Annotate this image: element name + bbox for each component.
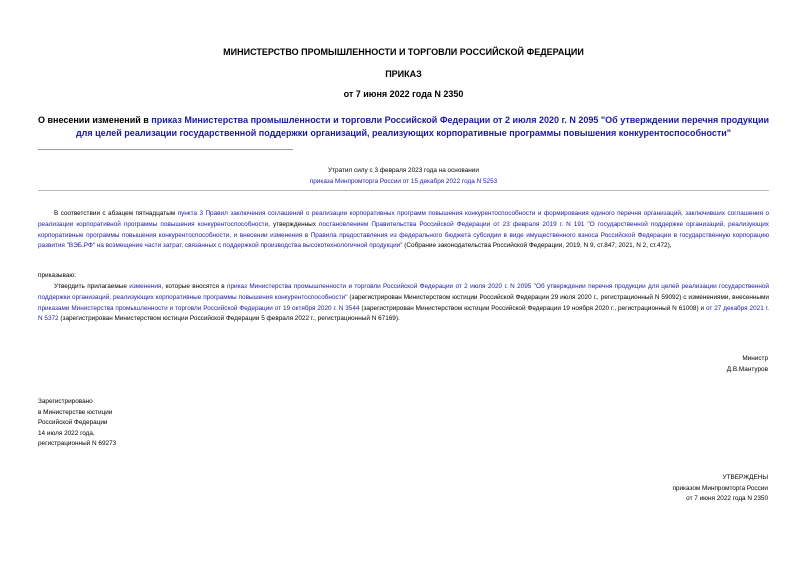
expired-note <box>0 165 807 187</box>
body-text: (зарегистрирован Министерством юстиции Российской Федерации 19 ноября 2020 г., регистрационный N 61008) и <box>359 304 706 312</box>
registration-block <box>38 397 116 450</box>
signature-position: Министр <box>742 355 768 362</box>
preamble-text: В соответствии с абзацем пятнадцатым <box>54 210 178 217</box>
signature-block <box>727 354 768 375</box>
approval-line: приказом Минпромторга России <box>672 484 768 492</box>
separator-short <box>38 149 293 150</box>
order-body-paragraph <box>38 282 769 325</box>
title-link[interactable]: приказ Министерства промышленности и торговли Российской Федерации от 2 июля 2020 г. N 2095 "Об утверждении перечня продукции для целей реализации государственной поддержки организаций, реализующих корпоративные программы повышения конкурентоспособности" <box>75 115 770 138</box>
ministry-heading: МИНИСТЕРСТВО ПРОМЫШЛЕННОСТИ И ТОРГОВЛИ РОССИЙСКОЙ ФЕДЕРАЦИИ <box>223 47 584 57</box>
signature-name: Д.В.Мантуров <box>726 365 768 373</box>
title-prefix: О внесении изменений в <box>38 115 152 125</box>
registration-line: Зарегистрировано <box>38 398 93 405</box>
approval-line: УТВЕРЖДЕНЫ <box>722 474 768 481</box>
body-text: Утвердить прилагаемые <box>54 283 130 290</box>
order-word: приказываю: <box>38 272 76 279</box>
registration-line: в Министерстве юстиции <box>38 408 113 416</box>
separator-full <box>38 190 769 191</box>
preamble-text: (Собрание законодательства Российской Федерации, 2019, N 9, ст.847; 2021, N 2, ст.472), <box>402 242 672 250</box>
changes-link[interactable]: изменения <box>129 283 162 290</box>
approval-stamp <box>672 473 768 505</box>
registration-line: 14 июля 2022 года, <box>38 429 95 437</box>
order-3544-link[interactable]: приказами Министерства промышленности и торговли Российской Федерации от 19 октября 2020 г. N 3544 <box>38 304 360 312</box>
document-title <box>38 114 769 140</box>
approval-line: от 7 июня 2022 года N 2350 <box>686 495 768 503</box>
order-date-number: от 7 июня 2022 года N 2350 <box>343 89 464 99</box>
rules-link[interactable]: пункта 3 Правил заключения соглашений о реализации корпоративных программ повышения конкурентоспособности и формирования единого перечня организаций, заключивших соглашения о реализации корпоративной программы повышения конкурентоспособности <box>38 210 769 228</box>
government-resolution-link[interactable]: постановлением Правительства Российской Федерации от 23 февраля 2019 г. N 191 "О государственной поддержке организаций, реализующих корпоративные программы повышения конкурентоспособности, и внесении изменения в Правила предоставления из федерального бюджета субсидии в виде имущественного взноса Российской Федерации в государственную корпорацию развития "ВЭБ.РФ" на возмещение части затрат, связанных с поддержкой производства высокотехнологичной продукции" <box>38 220 769 250</box>
registration-line: Российской Федерации <box>38 419 108 427</box>
body-text: , которые вносятся в <box>161 283 228 290</box>
body-text: (зарегистрирован Министерством юстиции Российской Федерации 5 февраля 2022 г., регистрационный N 67169). <box>58 315 400 323</box>
preamble-text: , утвержденных <box>268 220 320 228</box>
order-2095-link[interactable]: приказ Министерства промышленности и торговли Российской Федерации от 2 июля 2020 г. N 2095 "Об утверждении перечня продукции для целей реализации государственной поддержки организаций, реализующих корпоративные программы повышения конкурентоспособности" <box>38 283 769 301</box>
expired-note-link[interactable]: приказа Минпромторга России от 15 декабря 2022 года N 5253 <box>309 178 498 185</box>
body-text: (зарегистрирован Министерством юстиции Российской Федерации 29 июля 2020 г., регистрационный N 59092) с изменениями, внесенными <box>347 293 769 301</box>
order-5372-link[interactable]: от 27 декабря 2021 г. N 5372 <box>38 304 769 323</box>
document-type: ПРИКАЗ <box>385 69 422 79</box>
preamble-paragraph <box>38 209 769 252</box>
registration-line: регистрационный N 69273 <box>38 440 117 448</box>
expired-note-text: Утратил силу с 3 февраля 2023 года на основании <box>328 167 479 174</box>
